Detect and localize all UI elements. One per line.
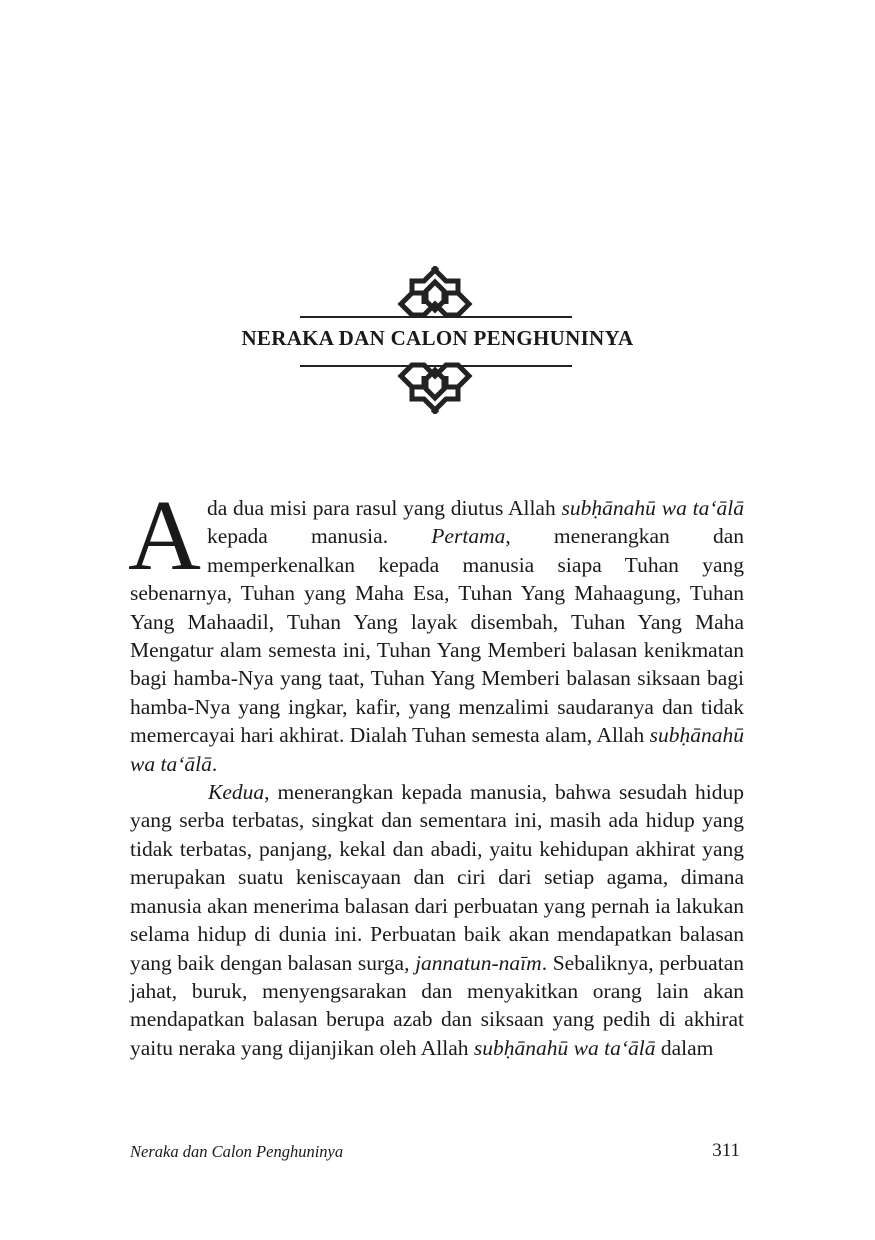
paragraph-2-text-b: . Sebaliknya, perbuatan jahat, buruk, menyengsarakan dan menyakitkan orang lain akan mendapatkan balasan berupa azab dan siksaan yang pedih di akhirat yaitu neraka yang dijanjikan oleh Allah [130,950,744,1060]
paragraph-1 [128,479,744,778]
paragraph-1-text-c: , menerangkan dan memperkenalkan kepada manusia siapa Tuhan yang sebenarnya, Tuhan yang Maha Esa, Tuhan Yang Mahaagung, Tuhan Yang Mahaadil, Tuhan Yang layak disembah, Tuhan Yang Maha Mengatur alam semesta ini, Tuhan Yang Memberi balasan kenikmatan bagi hamba-Nya yang taat, Tuhan Yang Memberi balasan siksaan bagi hamba-Nya yang ingkar, kafir, yang menzalimi saudaranya dan tidak memercayai hari akhirat. Dialah Tuhan semesta alam, Allah [130,524,744,748]
paragraph-1-italic-a: subḥānahū wa ta‘ālā [561,496,744,520]
paragraph-2-italic-a: Kedua [208,780,265,805]
paragraph-1-text-b: kepada manusia. [206,524,432,549]
drop-cap: A [128,479,201,591]
paragraph-2 [130,778,744,1062]
paragraph-2-text-a: , menerangkan kepada manusia, bahwa sesudah hidup yang serba terbatas, singkat dan sementara ini, masih ada hidup yang tidak terbatas, panjang, kekal dan abadi, yaitu kehidupan akhirat yang merupakan suatu keniscayaan dan ciri dari setiap agama, dimana manusia akan menerima balasan dari perbuatan yang pernah ia lakukan selama hidup di dunia ini. Perbuatan baik akan mendapatkan balasan yang baik dengan balasan surga, [130,780,744,975]
paragraph-1-text-a: da dua misi para rasul yang diutus Allah [206,496,562,520]
paragraph-2-text-c: dalam [655,1035,714,1060]
paragraph-2-italic-b: jannatun-naīm [415,950,542,975]
chapter-title-text: NERAKA DAN CALON PENGHUNINYA [237,326,637,350]
page-number: 311 [712,1140,740,1161]
chapter-title [0,326,875,351]
title-rule-top [300,316,572,318]
paragraph-1-italic-c: subḥānahū wa ta‘ālā [130,723,744,776]
paragraph-1-italic-b: Pertama [431,524,506,549]
paragraph-2-italic-c: subḥānahū wa ta‘ālā [473,1035,656,1060]
body-text [128,479,744,1062]
paragraph-1-text-d: . [211,751,218,776]
running-title: Neraka dan Calon Penghuninya [130,1142,344,1161]
title-rule-bottom [300,365,572,367]
